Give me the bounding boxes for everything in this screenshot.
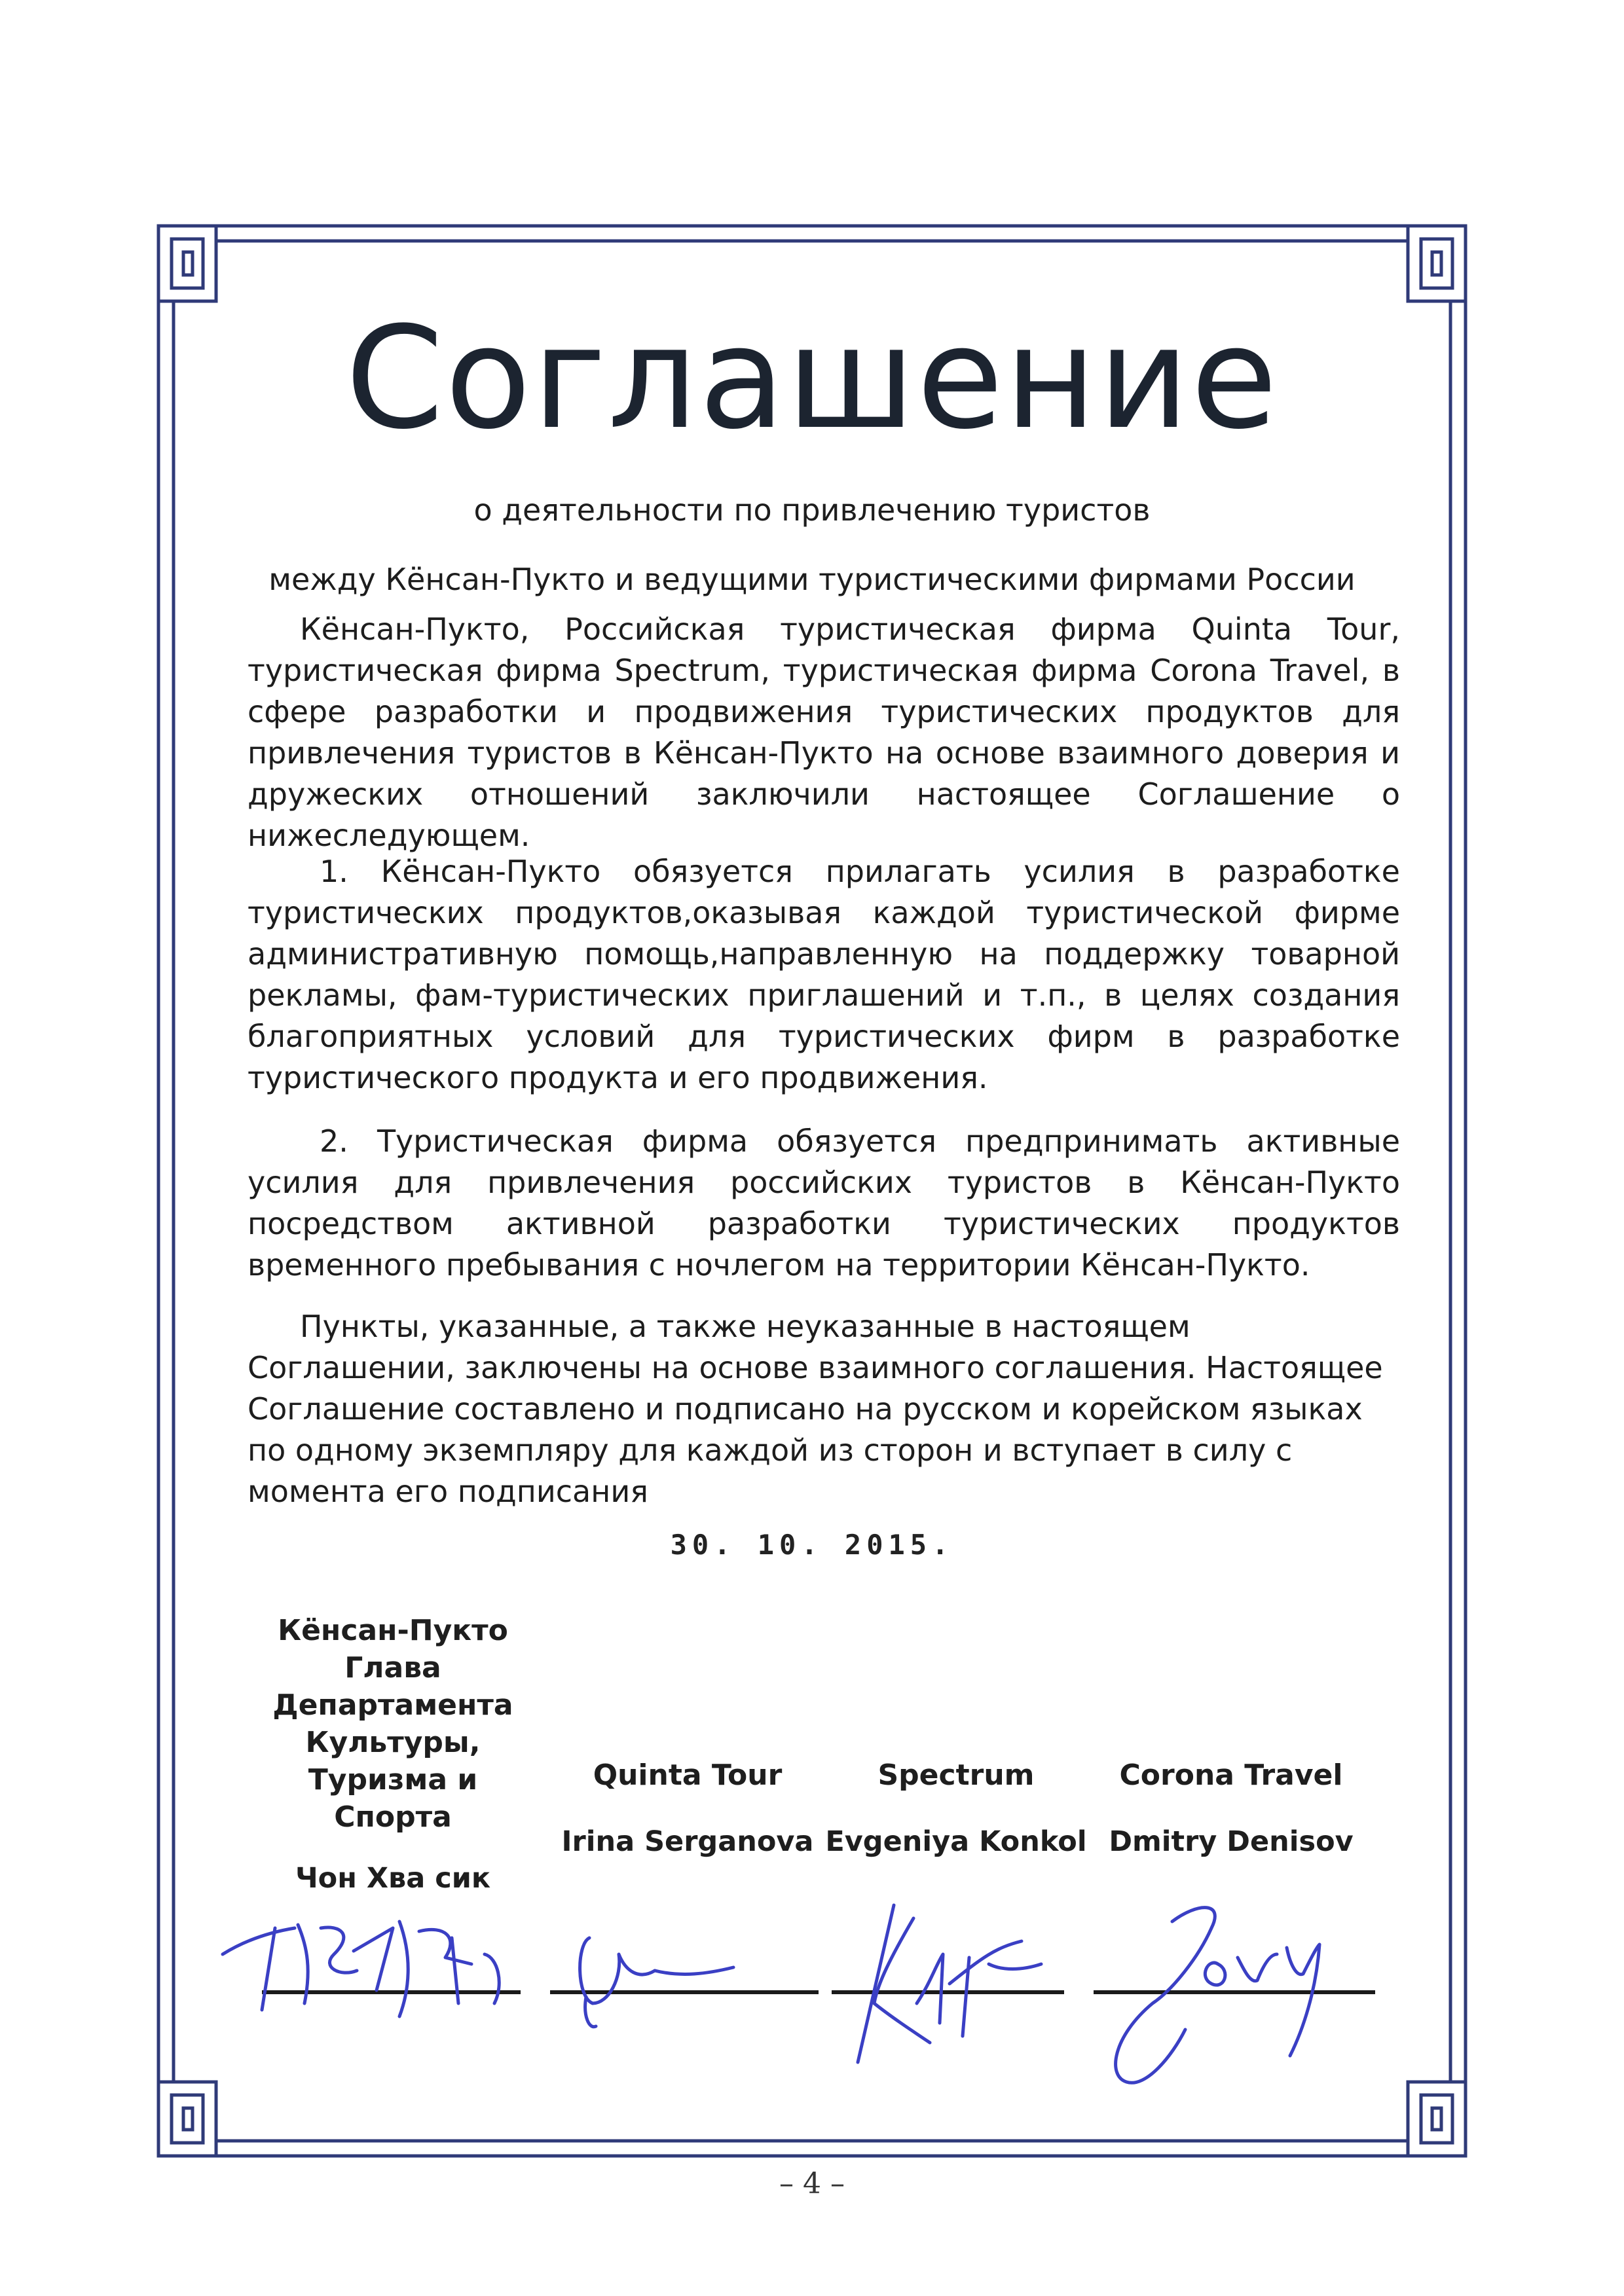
party-name-line: Спорта <box>334 1800 452 1834</box>
signing-date: 30. 10. 2015. <box>670 1529 954 1561</box>
party-name-line: Культуры, <box>305 1726 481 1759</box>
signature-line <box>1094 1990 1375 1994</box>
party-block-gyeongbuk <box>255 1612 530 1896</box>
signatory-name: Evgeniya Konkol <box>825 1825 1087 1858</box>
party-name: Quinta Tour <box>593 1758 783 1792</box>
party-block-spectrum <box>825 1757 1087 1859</box>
party-block-quinta-tour <box>550 1757 825 1859</box>
page-number: – 4 – <box>779 2167 845 2200</box>
signature-line <box>832 1990 1064 1994</box>
document-subtitle: о деятельности по привлечению туристов <box>473 492 1151 528</box>
clause-1-paragraph: 1. Кёнсан-Пукто обязуется прилагать усилия в разработке туристических продуктов,оказывая каждой туристической фирме административную помощь,направленную на поддержку товарной рекламы, фам-туристических приглашений и т.п., в целях создания благоприятных условий для туристических фирм в разработке туристического продукта и его продвижения. <box>248 854 1400 1095</box>
party-name-line: Кёнсан-Пукто <box>278 1614 508 1647</box>
party-name-line: Департамента <box>272 1688 513 1722</box>
party-block-corona-travel <box>1074 1757 1388 1859</box>
intro-paragraph: Кёнсан-Пукто, Российская туристическая фирма Quinta Tour, туристическая фирма Spectrum, туристическая фирма Corona Travel, в сфере разработки и продвижения туристических продуктов для привлечения туристов в Кёнсан-Пукто на основе взаимного доверия и дружеских отношений заключили настоящее Соглашение о нижеследующем. <box>248 611 1400 853</box>
signatory-name: Irina Serganova <box>561 1825 814 1858</box>
party-name: Corona Travel <box>1119 1758 1343 1792</box>
signature-line <box>262 1990 521 1994</box>
document-title: Соглашение <box>345 296 1279 460</box>
clause-2-paragraph: 2. Туристическая фирма обязуется предпринимать активные усилия для привлечения российских туристов в Кёнсан-Пукто посредством активной разработки туристических продуктов временного пребывания с ночлегом на территории Кёнсан-Пукто. <box>248 1123 1400 1283</box>
signatory-name: Чон Хва сик <box>295 1862 491 1895</box>
party-name: Spectrum <box>877 1758 1035 1792</box>
signature-line <box>550 1990 819 1994</box>
party-name-line: Туризма и <box>308 1763 478 1796</box>
closing-paragraph: Пункты, указанные, а также неуказанные в настоящем Соглашении, заключены на основе взаимного соглашения. Настоящее Соглашение составлено и подписано на русском и корейском языках по одному экземпляру для каждой из сторон и вступает в силу с момента его подписания <box>248 1309 1383 1509</box>
document-parties-line: между Кёнсан-Пукто и ведущими туристическими фирмами России <box>268 562 1356 597</box>
signatory-name: Dmitry Denisov <box>1109 1825 1354 1858</box>
party-name-line: Глава <box>344 1651 441 1685</box>
